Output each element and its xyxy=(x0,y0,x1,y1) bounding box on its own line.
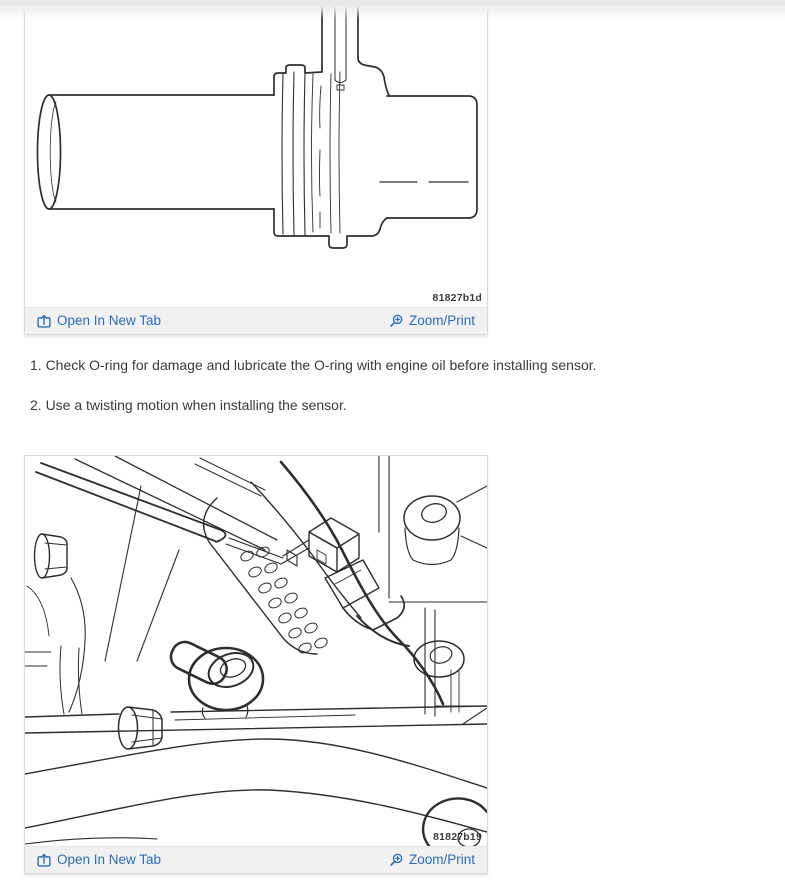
open-in-new-tab-icon xyxy=(37,314,51,328)
instruction-item-2: 2. Use a twisting motion when installing the sensor. xyxy=(30,397,347,413)
open-in-new-tab-label: Open In New Tab xyxy=(57,852,162,868)
figure-toolbar xyxy=(25,846,487,873)
top-band xyxy=(0,0,785,6)
figure-card-2 xyxy=(24,455,488,874)
open-in-new-tab-icon xyxy=(37,853,51,867)
zoom-print-link[interactable] xyxy=(389,314,475,328)
zoom-print-label: Zoom/Print xyxy=(408,313,475,329)
sensor-location-drawing xyxy=(25,456,487,846)
open-in-new-tab-link[interactable] xyxy=(37,314,161,328)
zoom-print-label: Zoom/Print xyxy=(408,852,475,868)
figure-toolbar xyxy=(25,307,487,334)
open-in-new-tab-label: Open In New Tab xyxy=(57,313,162,329)
zoom-in-icon xyxy=(389,853,403,867)
figure-image-1 xyxy=(25,0,487,307)
open-in-new-tab-link[interactable] xyxy=(37,853,161,867)
speed-sensor-drawing xyxy=(25,0,487,307)
instruction-item-1: 1. Check O-ring for damage and lubricate the O-ring with engine oil before installing sensor. xyxy=(30,357,597,373)
zoom-in-icon xyxy=(389,314,403,328)
figure-code-label: 81827b1d xyxy=(432,292,482,304)
zoom-print-link[interactable] xyxy=(389,853,475,867)
figure-image-2 xyxy=(25,456,487,846)
figure-code-label: 81827b19 xyxy=(433,831,482,843)
figure-card-1 xyxy=(24,0,488,335)
